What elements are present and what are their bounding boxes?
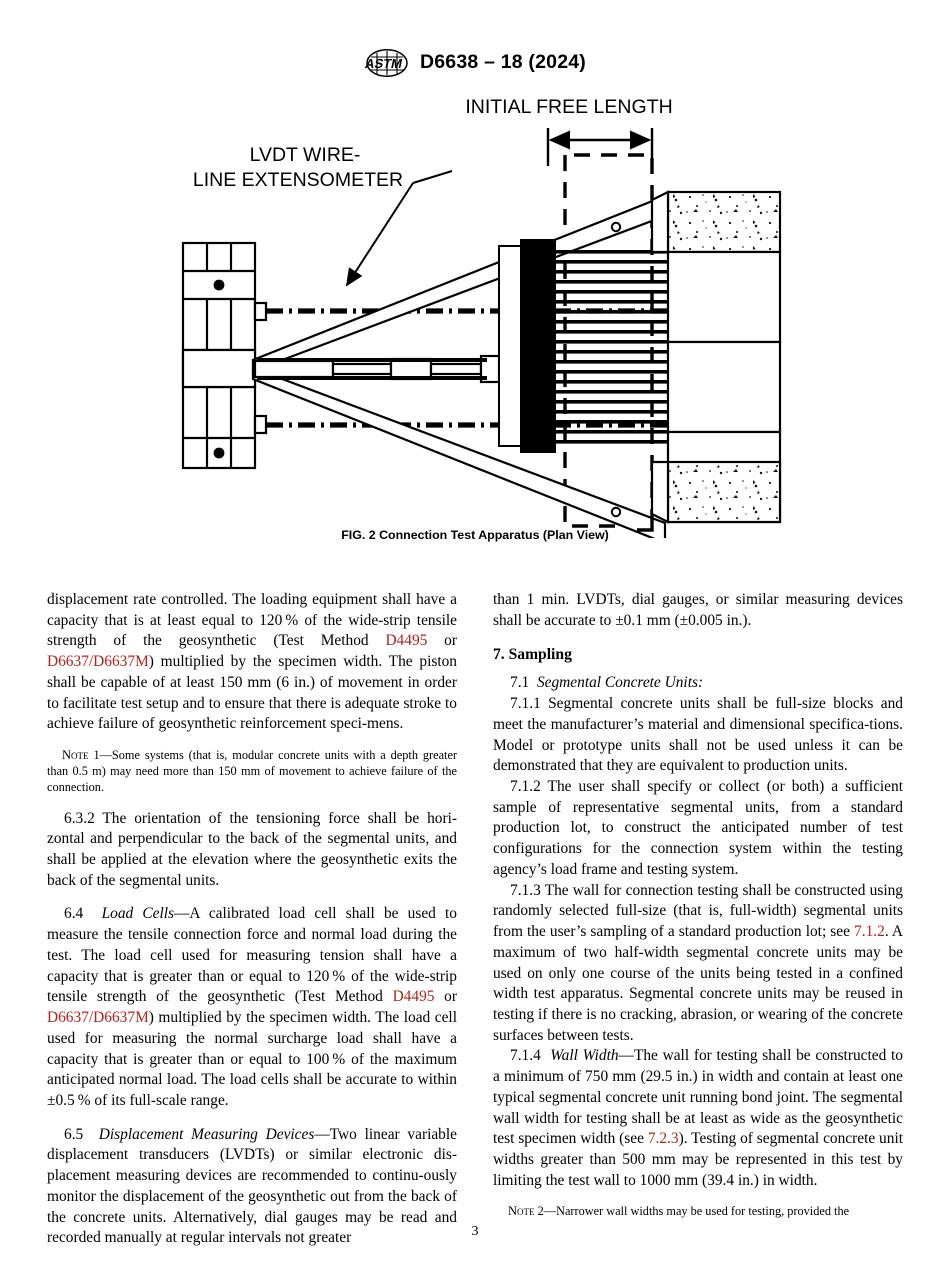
- text-run: ). Testing of segmental concrete unit widths greater than 500 mm may be represented in this test by limiting the test wall to 1000 mm (39.4 in.) in width.: [493, 1130, 903, 1189]
- section-title: Segmental Concrete Units:: [536, 674, 704, 692]
- section-number: 7.1.1: [510, 695, 541, 713]
- text-run: —A calibrated load cell shall be used to measure the tensile connection force and normal load during the test. The load cell used for measuring tension shall have a capacity that is greater than or equal to 120 % of the wide-strip tensile strength of the geosynthetic (Test Method: [47, 905, 457, 1006]
- page-header: [0, 47, 950, 77]
- reference-link-7-1-2[interactable]: 7.1.2: [854, 923, 885, 941]
- paragraph-continuation-loading-equipment: [47, 590, 457, 735]
- note-label: Note: [508, 1204, 535, 1219]
- label-lvdt-extensometer-line1: LVDT WIRE-: [249, 144, 361, 166]
- paragraph-6-4-load-cells: [47, 904, 457, 1111]
- figure-2-connection-test-apparatus: [0, 88, 950, 538]
- standard-designation: D6638 – 18 (2024): [419, 50, 587, 73]
- text-run: —The wall for testing shall be constructed to a minimum of 750 mm (29.5 in.) in width and contain at least one typical segmental concrete unit running bond joint. The segmental wall width for testing shall be at least as wide as the geosynthetic test specimen width (see: [493, 1047, 903, 1148]
- paragraph-7-1: [493, 673, 903, 694]
- paragraph-7-1-1: [493, 694, 903, 777]
- reference-link-d6637[interactable]: D6637/D6637M: [47, 1009, 149, 1027]
- section-number: 7.1.2: [510, 778, 541, 796]
- text-run: ) multiplied by the specimen width. The piston shall be capable of at least 150 mm (6 in.) of movement in order to facilitate test setup and to ensure that there is adequate stroke to achieve failure of geosynthetic reinforcement speci-mens.: [47, 653, 457, 733]
- text-run: displacement rate controlled. The loading equipment shall have a capacity that is at least equal to 120 % of the wide-strip tensile strength of the geosynthetic (Test Method: [47, 591, 457, 650]
- text-run: The wall for connection testing shall be constructed using randomly selected full-size (that is, full-width) segmental units from the user’s sampling of a standard production lot; see: [493, 881, 903, 941]
- right-column: [493, 590, 903, 1249]
- svg-text:ASTM: ASTM: [363, 56, 404, 71]
- text-run: Segmental concrete units shall be full-size blocks and meet the manufacturer’s material and dimensional specifica-tions. Model or prototype units shall not be used unless it can be demonstrated that they are equivalent to production units.: [493, 695, 903, 775]
- page-number: 3: [471, 1224, 479, 1239]
- reference-link-7-2-3[interactable]: 7.2.3: [647, 1130, 679, 1148]
- section-number: 7.1: [510, 674, 530, 692]
- section-title: Load Cells: [101, 905, 175, 923]
- note-number: 1—: [88, 748, 112, 763]
- paragraph-7-1-4-wall-width: [493, 1046, 903, 1191]
- note-label: Note: [62, 748, 89, 763]
- label-initial-free-length: INITIAL FREE LENGTH: [465, 96, 673, 118]
- specimen-clamp: [499, 240, 555, 452]
- note-1: [47, 747, 457, 796]
- section-number: 6.5: [64, 1125, 84, 1143]
- segmental-concrete-units: [668, 192, 780, 522]
- note-text: Some systems (that is, modular concrete units with a depth greater than 0.5 m) may need more than 150 mm of movement to achieve failure of the connection.: [47, 748, 457, 794]
- section-number: 7.1.4: [510, 1047, 541, 1065]
- note-text: Narrower wall widths may be used for testing, provided the: [556, 1204, 850, 1219]
- reference-link-d6637[interactable]: D6637/D6637M: [47, 653, 149, 671]
- text-run: The user shall specify or collect (or both) a sufficient sample of representative segmental units, from a standard production lot, to construct the anticipated number of test configurations for the connection system within the testing agency’s load frame and testing system.: [493, 778, 903, 878]
- section-title: Displacement Measuring Devices: [98, 1125, 315, 1143]
- paragraph-6-3-2: [47, 809, 457, 892]
- paragraph-7-1-2: [493, 777, 903, 881]
- left-column: [47, 590, 457, 1249]
- frame-hub: [183, 350, 255, 387]
- section-title: Wall Width: [550, 1047, 619, 1065]
- text-run: or: [434, 988, 457, 1006]
- label-lvdt-extensometer-line2: LINE EXTENSOMETER: [192, 169, 404, 191]
- reference-link-d4495[interactable]: D4495: [385, 632, 428, 650]
- tie-bar-pins: [612, 223, 620, 516]
- text-run: The orientation of the tensioning force shall be hori-zontal and perpendicular to the back of the segmental units, and shall be applied at the elevation where the geosynthetic exits the back of the segmental units.: [47, 809, 457, 889]
- body-columns: [47, 590, 903, 1249]
- text-run: or: [427, 632, 457, 650]
- paragraph-continuation-lvdt-accuracy: than 1 min. LVDTs, dial gauges, or similar measuring devices shall be accurate to ±0.1 mm (±0.005 in.).: [493, 591, 903, 629]
- note-2: [493, 1203, 903, 1220]
- section-number: 7.1.3: [510, 881, 541, 899]
- astm-logo-icon: [364, 48, 410, 78]
- figure-caption: FIG. 2 Connection Test Apparatus (Plan View): [341, 528, 609, 542]
- section-number: 6.3.2: [64, 809, 95, 827]
- section-heading-7-sampling: 7. Sampling: [493, 646, 572, 664]
- text-run: —Two linear variable displacement transducers (LVDTs) or similar electronic dis-placement measuring devices are recommended to continu-ously monitor the displacement of the geosynthetic out from the back of the concrete units. Alternatively, dial gauges may be read and recorded manually at regular intervals not greater: [47, 1125, 457, 1247]
- paragraph-7-1-3: [493, 881, 903, 1047]
- text-run: . A maximum of two half-width segmental concrete units may be used on only one course of the units being tested in a confined width test apparatus. Segmental concrete units may be reused in testing if there is no cracking, abrasion, or wearing of the concrete surfaces between tests.: [493, 923, 904, 1044]
- text-run: ) multiplied by the specimen width. The load cell used for measuring the normal surcharge load shall have a capacity that is greater than or equal to 100 % of the maximum anticipated normal load. The load cells shall be accurate to within ±0.5 % of its full-scale range.: [47, 1009, 457, 1109]
- reference-link-d4495[interactable]: D4495: [392, 988, 435, 1006]
- note-number: 2—: [534, 1204, 557, 1219]
- apparatus-diagram: [165, 88, 785, 538]
- section-number: 6.4: [64, 905, 84, 923]
- geosynthetic-specimen-ribs: [555, 250, 667, 444]
- unit-connector-plates: [652, 192, 668, 522]
